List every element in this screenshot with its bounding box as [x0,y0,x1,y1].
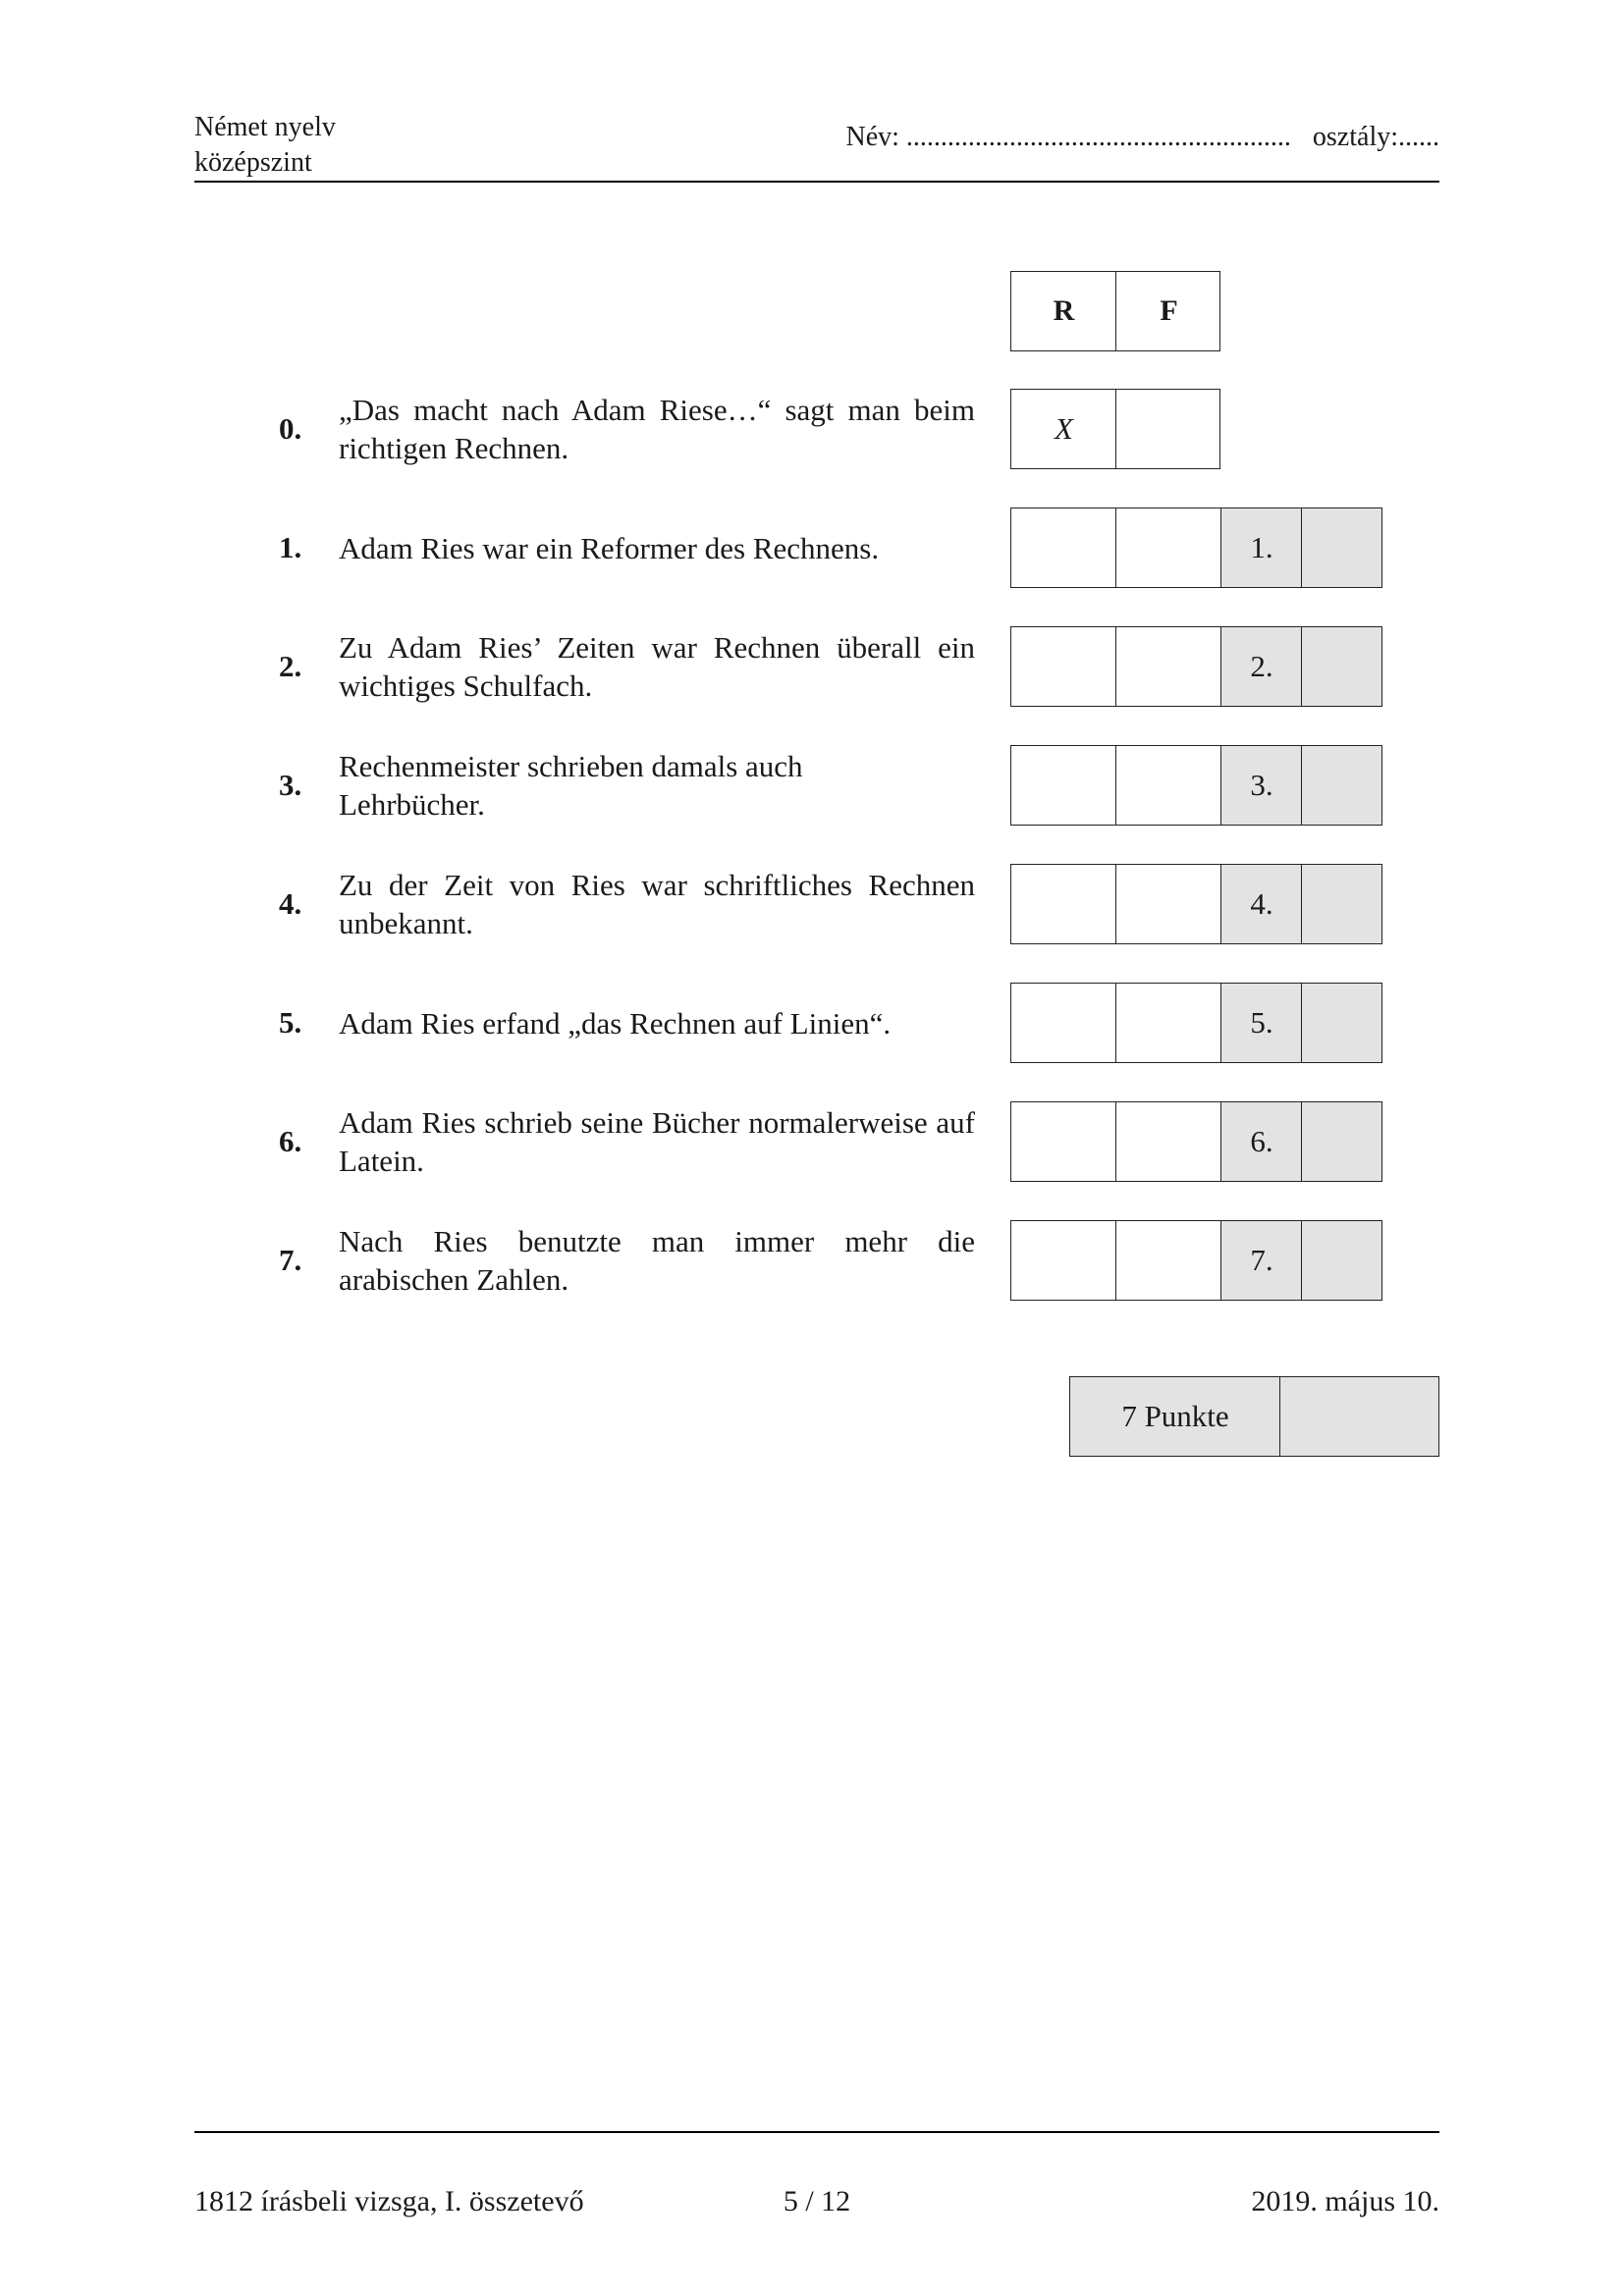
answer-box [1010,864,1382,944]
answer-box [1010,1101,1382,1182]
subject-title: Német nyelv [194,112,336,142]
richtig-checkbox[interactable] [1011,1221,1116,1300]
falsch-checkbox[interactable] [1116,627,1221,706]
falsch-checkbox [1116,390,1221,468]
exam-date: 2019. május 10. [1251,2185,1439,2217]
example-answer-box [1010,389,1220,469]
score-field [1302,1221,1381,1300]
subject-level: középszint [194,147,312,178]
footer-divider [194,2131,1439,2133]
score-label: 6. [1221,1102,1302,1181]
question-number: 5. [279,1005,302,1040]
question-row [0,1220,1624,1301]
question-text: Rechenmeister schrieben damals auch Lehrbücher. [339,749,803,822]
question-number: 2. [279,649,302,683]
question-text: Zu der Zeit von Ries war schriftliches Rechnen unbekannt. [339,868,975,940]
falsch-checkbox[interactable] [1116,1102,1221,1181]
answer-box [1010,983,1382,1063]
question-row [0,983,1624,1063]
question-row [0,745,1624,826]
question-text: Adam Ries schrieb seine Bücher normalerweise auf Latein. [339,1105,975,1178]
score-label: 2. [1221,627,1302,706]
falsch-checkbox[interactable] [1116,746,1221,825]
page-number: 5 / 12 [783,2185,851,2217]
richtig-header: R [1053,294,1075,327]
total-points-box [1069,1376,1439,1457]
score-field [1302,746,1381,825]
question-number: 0. [279,411,302,446]
richtig-checkbox[interactable] [1011,984,1116,1062]
question-text: Zu Adam Ries’ Zeiten war Rechnen überall ein wichtiges Schulfach. [339,630,975,703]
score-field [1302,984,1381,1062]
question-row [0,507,1624,588]
class-field[interactable]: osztály:...... [1312,122,1439,152]
rf-column-header [1010,271,1220,351]
richtig-checkbox[interactable] [1011,508,1116,587]
question-number: 4. [279,886,302,921]
answer-box [1010,1220,1382,1301]
question-text: „Das macht nach Adam Riese…“ sagt man beim richtigen Rechnen. [339,393,975,465]
question-text: Adam Ries war ein Reformer des Rechnens. [339,530,880,565]
answer-box [1010,507,1382,588]
total-points-label: 7 Punkte [1121,1399,1229,1433]
question-text: Adam Ries erfand „das Rechnen auf Linien“. [339,1005,892,1041]
question-text: Nach Ries benutzte man immer mehr die arabischen Zahlen. [339,1224,975,1297]
question-row [0,626,1624,707]
score-label: 4. [1221,865,1302,943]
score-field [1302,627,1381,706]
falsch-header: F [1160,294,1178,327]
name-field[interactable]: Név: ........................................................ [845,122,1291,152]
score-field [1302,1102,1381,1181]
falsch-checkbox[interactable] [1116,865,1221,943]
header-divider [194,181,1439,183]
richtig-checkbox[interactable] [1011,746,1116,825]
score-field [1302,508,1381,587]
score-label: 3. [1221,746,1302,825]
exam-code: 1812 írásbeli vizsga, I. összetevő [194,2185,584,2217]
falsch-checkbox[interactable] [1116,1221,1221,1300]
answer-box [1010,626,1382,707]
falsch-checkbox[interactable] [1116,984,1221,1062]
question-number: 7. [279,1243,302,1277]
falsch-checkbox[interactable] [1116,508,1221,587]
question-number: 6. [279,1124,302,1158]
question-number: 1. [279,530,302,564]
score-label: 1. [1221,508,1302,587]
question-row [0,1101,1624,1182]
student-info [845,122,1439,153]
score-label: 7. [1221,1221,1302,1300]
score-label: 5. [1221,984,1302,1062]
total-points-field [1280,1377,1438,1456]
richtig-checkbox: X [1055,411,1073,446]
subject-heading [194,110,336,181]
score-field [1302,865,1381,943]
answer-box [1010,745,1382,826]
richtig-checkbox[interactable] [1011,1102,1116,1181]
richtig-checkbox[interactable] [1011,627,1116,706]
example-row [0,389,1624,469]
question-row [0,864,1624,944]
question-number: 3. [279,768,302,802]
richtig-checkbox[interactable] [1011,865,1116,943]
